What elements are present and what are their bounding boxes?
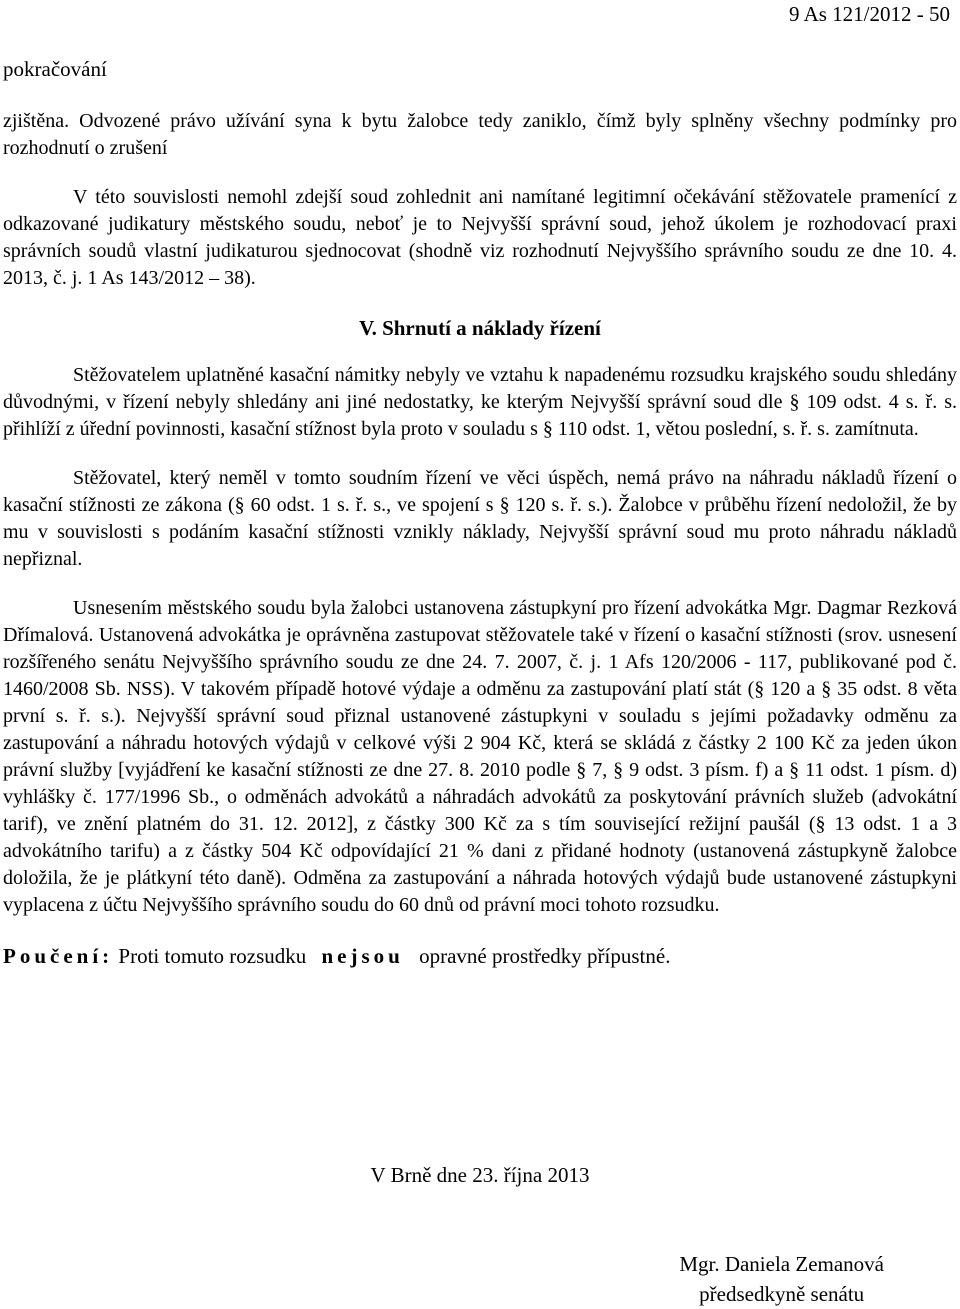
notice-text-before: Proti tomuto rozsudku: [118, 944, 307, 968]
document-body: [3, 108, 957, 970]
paragraph-legitimate-expectation: V této souvislosti nemohl zdejší soud zohlednit ani namítané legitimní očekávání stěžovatele pramenící z odkazované judikatury městského soudu, neboť je to Nejvyšší správní soud, jehož úkolem je rozhodovací praxi správních soudů vlastní judikaturou sjednocovat (shodně viz rozhodnutí Nejvyššího správního soudu ze dne 10. 4. 2013, č. j. 1 As 143/2012 – 38).: [3, 186, 957, 289]
notice-label: Poučení:: [3, 944, 114, 968]
signature-block: [679, 1249, 884, 1309]
paragraph-costs: Stěžovatel, který neměl v tomto soudním řízení ve věci úspěch, nemá právo na náhradu nákladů řízení o kasační stížnosti ze zákona (§ 60 odst. 1 s. ř. s., ve spojení s § 120 s. ř. s.). Žalobce v průběhu řízení nedoložil, že by mu v souvislosti s podáním kasační stížnosti vznikly náklady, Nejvyšší správní soud mu proto náhradu nákladů nepřiznal.: [3, 467, 957, 570]
case-number: 9 As 121/2012 - 50: [788, 2, 950, 26]
signer-name: Mgr. Daniela Zemanová: [679, 1252, 884, 1276]
paragraph-summary: Stěžovatelem uplatněné kasační námitky nebyly ve vztahu k napadenému rozsudku krajského soudu shledány důvodnými, v řízení nebyly shledány ani jiné nedostatky, ke kterým Nejvyšší správní soud dle § 109 odst. 4 s. ř. s. přihlíží z úřední povinnosti, kasační stížnost byla proto v souladu s § 110 odst. 1, větou poslední, s. ř. s. zamítnuta.: [3, 364, 957, 440]
paragraph-conclusion: zjištěna. Odvozené právo užívání syna k bytu žalobce tedy zaniklo, čímž byly splněny všechny podmínky pro rozhodnutí o zrušení: [3, 110, 957, 159]
legal-notice: [3, 943, 957, 970]
section-heading: V. Shrnutí a náklady řízení: [359, 316, 601, 340]
continuation-label: pokračování: [3, 57, 107, 81]
paragraph-appointed-counsel: Usnesením městského soudu byla žalobci ustanovena zástupkyní pro řízení advokátka Mgr. Dagmar Rezková Dřímalová. Ustanovená advokátka je oprávněna zastupovat stěžovatele také v řízení o kasační stížnosti (srov. usnesení rozšířeného senátu Nejvyššího správního soudu ze dne 24. 7. 2007, č. j. 1 Afs 120/2006 - 117, publikované pod č. 1460/2008 Sb. NSS). V takovém případě hotové výdaje a odměnu za zastupování platí stát (§ 120 a § 35 odst. 8 věta první s. ř. s.). Nejvyšší správní soud přiznal ustanovené zástupkyni v souladu s jejími požadavky odměnu za zastupování a náhradu hotových výdajů v celkové výši 2 904 Kč, která se skládá z částky 2 100 Kč za jeden úkon právní služby [vyjádření ke kasační stížnosti ze dne 27. 8. 2010 podle § 7, § 9 odst. 3 písm. f) a § 11 odst. 1 písm. d) vyhlášky č. 177/1996 Sb., o odměnách advokátů a náhradách advokátů za poskytování právních služeb (advokátní tarif), ve znění platném do 31. 12. 2012], z částky 300 Kč za s tím související režijní paušál (§ 13 odst. 1 a 3 advokátního tarifu) a z částky 504 Kč odpovídající 21 % dani z přidané hodnoty (ustanovená zástupkyně žalobce doložila, že je plátkyní této daně). Odměna za zastupování a náhrada hotových výdajů bude ustanovené zástupkyni vyplacena z účtu Nejvyššího správního soudu do 60 dnů od právní moci tohoto rozsudku.: [3, 597, 957, 916]
notice-emphasis: nejsou: [321, 944, 404, 968]
signer-title: předsedkyně senátu: [699, 1282, 865, 1306]
place-and-date: V Brně dne 23. října 2013: [370, 1163, 590, 1187]
notice-text-after: opravné prostředky přípustné.: [419, 944, 671, 968]
